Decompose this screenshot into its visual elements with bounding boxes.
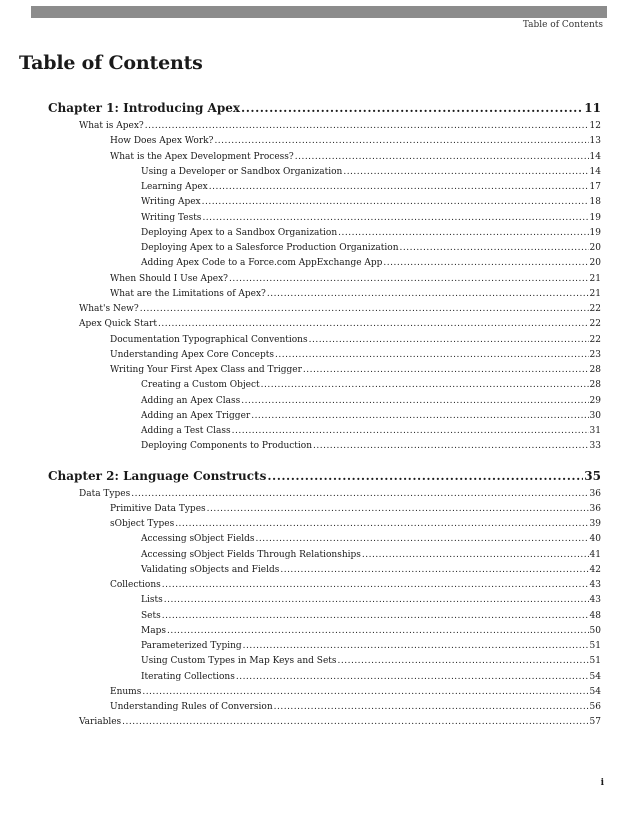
toc-entry-page: 48 [589,610,601,621]
toc-entry-title: Adding an Apex Trigger [141,410,251,421]
toc-entry-title: Understanding Apex Core Concepts [110,349,275,360]
toc-entry[interactable] [79,304,601,314]
toc-entry[interactable] [110,519,601,529]
toc-entry-title: Using a Developer or Sandbox Organization [141,166,343,177]
dot-leader [142,687,588,697]
toc-entry-page: 54 [589,686,601,697]
dot-leader [167,626,589,636]
toc-entry-title: Creating a Custom Object [141,380,260,391]
dot-leader [145,121,589,131]
toc-entry-title: How Does Apex Work? [110,136,214,147]
dot-leader [256,534,589,544]
toc-entry[interactable] [110,702,601,712]
toc-entry-title: Primitive Data Types [110,503,206,514]
toc-chapter-entry[interactable] [48,101,601,115]
toc-entry[interactable] [110,580,601,590]
toc-entry-page: 22 [589,304,601,314]
page-title: Table of Contents [19,52,203,74]
toc-entry-title: Parameterized Typing [141,641,242,651]
dot-leader [202,197,589,207]
toc-entry[interactable] [110,350,601,360]
toc-entry-title: Adding a Test Class [141,426,231,436]
toc-entry-title: Deploying Apex to a Sandbox Organization [141,227,338,238]
dot-leader [164,595,589,605]
toc-entry-title: Iterating Collections [141,671,235,682]
toc-entry[interactable] [110,136,601,146]
toc-entry-page: 51 [589,641,601,651]
toc-entry[interactable] [141,672,601,682]
toc-entry-page: 14 [589,151,601,162]
dot-leader [236,672,589,682]
toc-entry-title: Chapter 1: Introducing Apex [48,101,241,115]
dot-leader [275,350,589,360]
toc-entry[interactable] [79,121,601,131]
toc-entry-page: 20 [589,243,601,253]
toc-entry-title: Enums [110,686,142,697]
toc-entry-title: What is the Apex Development Process? [110,151,294,162]
toc-entry-title: Validating sObjects and Fields [141,564,280,575]
toc-chapter-entry[interactable] [48,469,601,483]
toc-entry-title: Writing Your First Apex Class and Trigger [110,365,302,375]
toc-entry-page: 30 [589,410,601,421]
toc-entry-page: 54 [589,671,601,682]
toc-entry[interactable] [79,717,601,727]
header-bar [31,6,607,18]
dot-leader [232,426,589,436]
toc-entry-title: Writing Apex [141,197,201,208]
dot-leader [251,411,588,421]
toc-entry-page: 41 [589,549,601,560]
toc-entry-page: 11 [584,101,601,115]
dot-leader [241,396,588,406]
toc-entry-title: Deploying Components to Production [141,441,312,452]
toc-entry-page: 50 [589,625,601,636]
toc-entry[interactable] [141,258,601,268]
toc-entry-page: 14 [589,166,601,177]
dot-leader [214,136,588,146]
toc-entry[interactable] [141,550,601,560]
toc-entry-page: 21 [589,273,601,284]
toc-entry-title: Writing Tests [141,212,202,223]
toc-entry[interactable] [110,274,601,284]
dot-leader [303,365,589,375]
toc-entry-page: 33 [589,441,601,452]
toc-entry-page: 20 [589,258,601,269]
toc-entry[interactable] [141,411,601,421]
toc-entry-page: 19 [589,227,601,238]
dot-leader [241,101,583,115]
toc-entry-page: 56 [589,702,601,712]
toc-entry-page: 21 [589,288,601,299]
dot-leader [362,550,589,560]
toc-entry-page: 28 [589,365,601,375]
running-header: Table of Contents [522,20,603,30]
dot-leader [338,228,588,238]
toc-entry-title: Lists [141,595,163,606]
toc-entry-page: 17 [589,182,601,192]
toc-entry[interactable] [141,641,601,651]
dot-leader [229,274,589,284]
toc-entry[interactable] [79,489,601,499]
toc-entry[interactable] [141,197,601,207]
dot-leader [209,182,589,192]
toc-entry-page: 40 [589,534,601,545]
toc-entry-title: What's New? [79,304,139,314]
dot-leader [274,702,589,712]
toc-entry[interactable] [141,167,601,177]
toc-entry[interactable] [79,319,601,329]
dot-leader [267,469,583,483]
dot-leader [280,565,588,575]
toc-entry[interactable] [141,426,601,436]
toc-entry[interactable] [141,396,601,406]
toc-entry-title: Maps [141,625,166,636]
dot-leader [158,319,589,329]
dot-leader [400,243,589,253]
dot-leader [243,641,589,651]
toc-entry[interactable] [141,228,601,238]
toc-entry-title: Collections [110,580,161,590]
toc-entry-page: 22 [589,319,601,330]
dot-leader [343,167,588,177]
toc-entry-title: Accessing sObject Fields [141,534,255,545]
dot-leader [202,213,588,223]
toc-entry[interactable] [141,441,601,451]
toc-entry-page: 13 [589,136,601,147]
dot-leader [313,441,589,451]
dot-leader [162,611,589,621]
toc-entry-title: Apex Quick Start [79,319,157,330]
toc-entry-title: When Should I Use Apex? [110,273,229,284]
toc-entry-page: 43 [589,580,601,590]
toc-entry-title: Chapter 2: Language Constructs [48,468,267,483]
toc-entry-page: 18 [589,197,601,208]
toc-entry[interactable] [110,365,601,375]
toc-entry[interactable] [141,534,601,544]
dot-leader [162,580,589,590]
toc-entry-page: 42 [589,564,601,575]
toc-entry-title: Adding Apex Code to a Force.com AppExchange App [141,258,383,269]
toc-entry-page: 28 [589,380,601,391]
toc-entry-page: 51 [589,656,601,667]
toc-entry[interactable] [141,380,601,390]
toc-entry[interactable] [141,626,601,636]
toc-entry-title: What is Apex? [79,121,144,131]
toc-entry-page: 39 [589,519,601,529]
toc-entry-title: Adding an Apex Class [141,395,241,406]
toc-entry-title: Learning Apex [141,182,208,192]
toc-entry[interactable] [110,289,601,299]
toc-entry-page: 36 [589,503,601,514]
toc-entry[interactable] [141,611,601,621]
toc-entry-title: Sets [141,610,161,621]
toc-entry-title: Variables [79,717,122,728]
toc-entry-page: 23 [589,349,601,360]
toc-entry[interactable] [110,152,601,162]
toc-entry-page: 43 [589,595,601,606]
dot-leader [383,258,588,268]
toc-entry-page: 35 [584,468,601,483]
toc-entry[interactable] [141,243,601,253]
toc-entry[interactable] [141,656,601,666]
dot-leader [309,335,589,345]
toc-entry-page: 19 [589,212,601,223]
toc-entry-title: Using Custom Types in Map Keys and Sets [141,656,337,667]
dot-leader [267,289,589,299]
dot-leader [207,504,589,514]
toc-entry-title: sObject Types [110,519,175,529]
toc-entry-page: 36 [589,488,601,499]
toc-entry[interactable] [110,335,601,345]
dot-leader [338,656,589,666]
toc-entry-title: Deploying Apex to a Salesforce Production Organization [141,243,399,253]
dot-leader [131,489,588,499]
toc-entry[interactable] [141,213,601,223]
toc-entry-page: 12 [589,121,601,131]
toc-entry[interactable] [110,687,601,697]
dot-leader [175,519,588,529]
page-number: i [600,778,604,788]
dot-leader [295,152,589,162]
toc-entry[interactable] [110,504,601,514]
toc-entry[interactable] [141,182,601,192]
toc-entry-page: 57 [589,717,601,728]
dot-leader [122,717,588,727]
toc-entry-title: Documentation Typographical Conventions [110,334,308,345]
toc-entry-title: Data Types [79,488,131,499]
dot-leader [140,304,589,314]
toc-entry-title: What are the Limitations of Apex? [110,288,266,299]
toc-entry-page: 22 [589,334,601,345]
toc-entry[interactable] [141,565,601,575]
toc-entry-page: 29 [589,395,601,406]
toc-entry-title: Understanding Rules of Conversion [110,702,273,712]
toc-entry[interactable] [141,595,601,605]
toc-entry-title: Accessing sObject Fields Through Relationships [141,549,361,560]
dot-leader [261,380,589,390]
toc-entry-page: 31 [589,426,601,436]
